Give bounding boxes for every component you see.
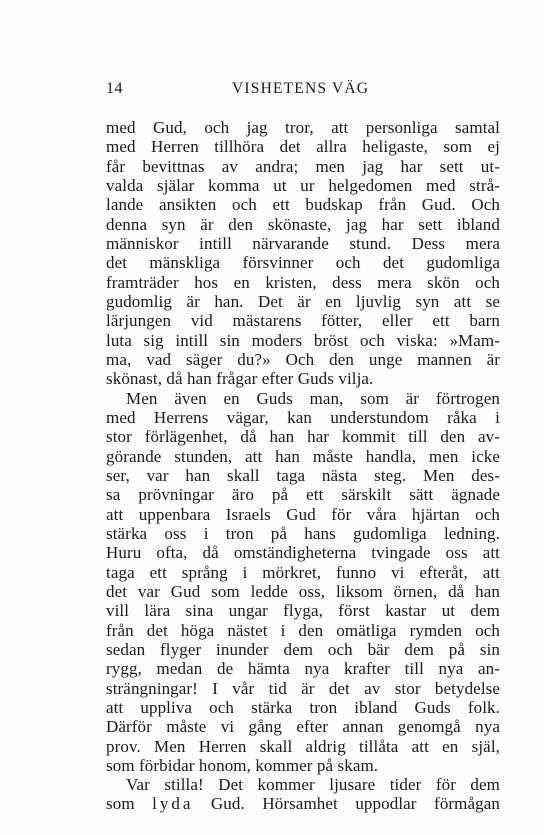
- text-line: sa prövningar äro på ett särskilt sätt ägnade: [106, 485, 500, 505]
- text-line: får bevittnas av andra; men jag har sett ut-: [106, 156, 500, 176]
- text-line: luta sig intill sin moders bröst och viska: »Mam-: [106, 330, 500, 350]
- text-line: att uppliva och stärka tron ibland Guds folk.: [106, 697, 500, 717]
- text-line: stor förlägenhet, då han har kommit till den av-: [106, 427, 500, 447]
- text-line: sedan flyger inunder dem och bär dem på sin: [106, 639, 500, 659]
- text-line: det var Gud som ledde oss, liksom örnen, då han: [106, 581, 500, 601]
- text-line: Huru ofta, då omständigheterna tvingade oss att: [106, 543, 500, 563]
- text-line: stärka oss i tron på hans gudomliga ledning.: [106, 523, 500, 543]
- text-line: ma, vad säger du?» Och den unge mannen är: [106, 349, 500, 369]
- text-line: med Gud, och jag tror, att personliga samtal: [106, 118, 500, 137]
- text-line: gudomlig är han. Det är en ljuvlig syn att se: [106, 291, 500, 311]
- text-line: människor intill närvarande stund. Dess mera: [106, 233, 500, 253]
- spaced-emphasis: lyda: [152, 794, 194, 814]
- running-title: VISHETENS VÄG: [232, 80, 370, 97]
- paragraph-start-line: Men även en Guds man, som är förtrogen: [126, 388, 500, 408]
- page-number: 14: [106, 80, 123, 97]
- text-line: rygg, medan de hämta nya krafter till nya an-: [106, 659, 500, 679]
- text-line: vill lära sina ungar flyga, först kastar ut dem: [106, 601, 500, 621]
- text-line: ser, var han skall taga nästa steg. Men des-: [106, 465, 500, 485]
- text-line: med Herrens vägar, kan understundom råka i: [106, 407, 500, 427]
- text-line: [106, 794, 500, 813]
- text-line: att uppenbara Israels Gud för våra hjärtan och: [106, 504, 500, 524]
- text-line: framträder hos en kristen, dess mera skön och: [106, 272, 500, 292]
- text-line: Därför måste vi gång efter annan genomgå nya: [106, 717, 500, 737]
- body-text: [106, 118, 500, 814]
- text-line: lärjungen vid mästarens fötter, eller ett barn: [106, 311, 500, 331]
- text-fragment: Gud. Hörsamhet uppodlar förmågan: [193, 794, 500, 814]
- text-line: denna syn är den skönaste, jag har sett ibland: [106, 214, 500, 234]
- text-line: från det höga nästet i den omätliga rymden och: [106, 620, 500, 640]
- text-line: görande stunden, att han måste handla, men icke: [106, 446, 500, 466]
- paragraph-end-line: som förbidar honom, kommer på skam.: [106, 755, 379, 775]
- text-fragment: som: [106, 794, 153, 814]
- paragraph-end-line: skönast, då han frågar efter Guds vilja.: [106, 369, 374, 389]
- text-line: med Herren tillhöra det allra heligaste, som ej: [106, 137, 500, 157]
- text-line: strängningar! I vår tid är det av stor betydelse: [106, 678, 500, 698]
- text-line: det mänskliga försvinner och det gudomliga: [106, 253, 500, 273]
- paragraph-start-line: Var stilla! Det kommer ljusare tider för dem: [126, 775, 500, 795]
- text-line: prov. Men Herren skall aldrig tillåta att en själ,: [106, 736, 500, 756]
- text-line: taga ett språng i mörkret, funno vi efteråt, att: [106, 562, 500, 582]
- page-header: [106, 80, 500, 102]
- text-line: lande ansikten och ett budskap från Gud. Och: [106, 195, 500, 215]
- text-line: valda själar komma ut ur helgedomen med strå-: [106, 175, 500, 195]
